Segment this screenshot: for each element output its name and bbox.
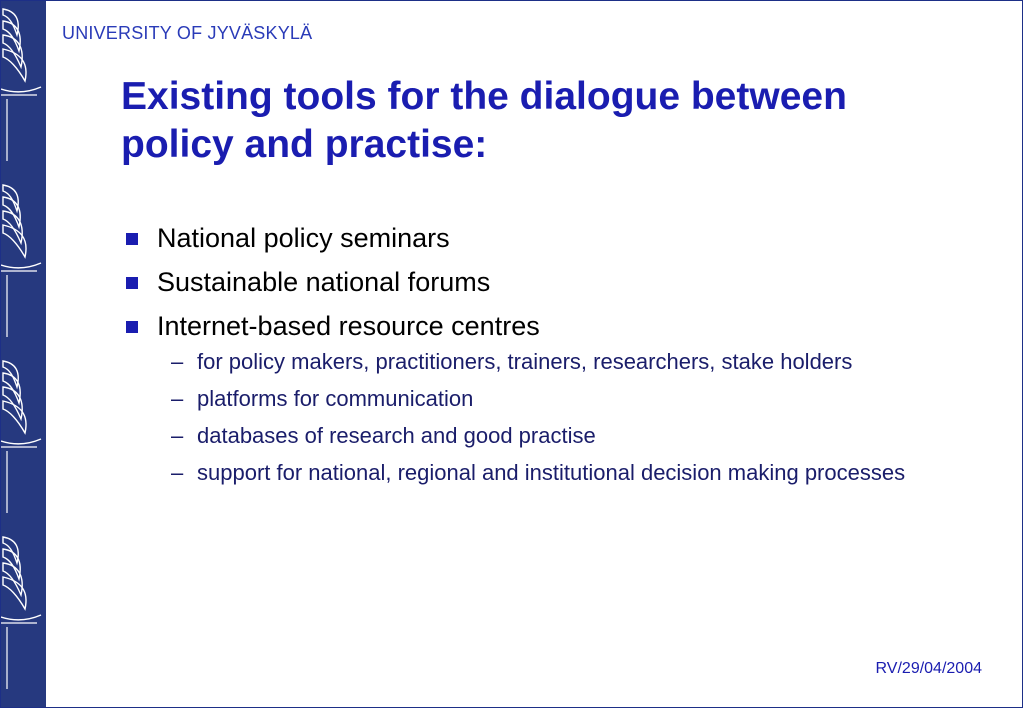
sub-bullet-list bbox=[157, 346, 981, 488]
sidebar-logo-strip bbox=[1, 1, 46, 708]
dash-bullet-icon: – bbox=[171, 349, 184, 374]
sub-bullet-text: databases of research and good practise bbox=[197, 423, 596, 448]
sub-bullet-item bbox=[157, 346, 981, 377]
slide-title: Existing tools for the dialogue between policy and practise: bbox=[121, 75, 847, 166]
square-bullet-icon bbox=[126, 321, 138, 333]
bullet-list bbox=[121, 221, 981, 498]
sub-bullet-item bbox=[157, 383, 981, 414]
sub-bullet-item bbox=[157, 420, 981, 451]
bullet-text: Sustainable national forums bbox=[157, 267, 491, 297]
dash-bullet-icon: – bbox=[171, 423, 184, 448]
bullet-item bbox=[121, 221, 981, 255]
bullet-item bbox=[121, 309, 981, 488]
footer-date-code: RV/29/04/2004 bbox=[875, 660, 982, 677]
sub-bullet-item bbox=[157, 457, 981, 488]
bullet-item bbox=[121, 265, 981, 299]
sub-bullet-text: for policy makers, practitioners, trainers, researchers, stake holders bbox=[197, 349, 853, 374]
sub-bullet-text: support for national, regional and institutional decision making processes bbox=[197, 460, 906, 485]
square-bullet-icon bbox=[126, 233, 138, 245]
bullet-text: National policy seminars bbox=[157, 223, 450, 253]
dash-bullet-icon: – bbox=[171, 460, 184, 485]
university-logo-pattern-icon bbox=[1, 1, 46, 708]
sub-bullet-text: platforms for communication bbox=[197, 386, 474, 411]
bullet-text: Internet-based resource centres bbox=[157, 311, 540, 341]
dash-bullet-icon: – bbox=[171, 386, 184, 411]
university-name: UNIVERSITY OF JYVÄSKYLÄ bbox=[62, 23, 313, 43]
square-bullet-icon bbox=[126, 277, 138, 289]
